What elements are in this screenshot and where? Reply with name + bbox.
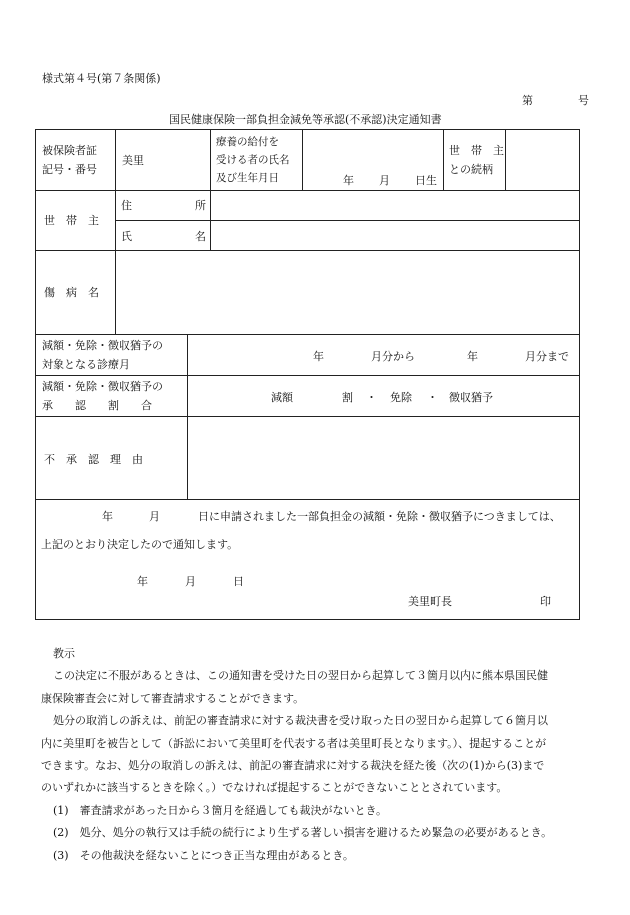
mayor-label: 美里町長	[408, 595, 452, 608]
date-month: 月	[185, 575, 196, 588]
period-from-month: 月分から	[371, 350, 415, 363]
approval-reduction: 減額	[271, 391, 293, 404]
relation-label: 世 帯 主 との続柄	[449, 144, 504, 176]
notes-p1-line2: 康保険審査会に対して審査請求することができます。	[41, 691, 305, 705]
injury-label: 傷 病 名	[44, 286, 99, 299]
birth-year: 年	[343, 174, 354, 187]
notice-text-line2: 上記のとおり決定したので通知します。	[41, 538, 239, 551]
date-day: 日	[233, 575, 244, 588]
household-head-label: 世 帯 主	[44, 214, 99, 227]
date-year: 年	[137, 575, 148, 588]
birth-day: 日生	[415, 174, 437, 187]
approval-wari: 割	[342, 391, 353, 404]
name-label-1: 氏	[121, 230, 132, 243]
notes-item-1: (1) 審査請求があった日から３箇月を経過しても裁決がないとき。	[53, 803, 388, 817]
approval-dot-1: ・	[366, 391, 377, 404]
insured-number-label: 被保険者証 記号・番号	[42, 144, 97, 176]
seal-mark: 印	[540, 595, 551, 608]
notes-item-3: (3) その他裁決を経ないことにつき正当な理由があるとき。	[53, 848, 354, 862]
notes-p1-line1: この決定に不服があるときは、この通知書を受けた日の翌日から起算して３箇月以内に熊本県国民健	[53, 669, 548, 683]
approval-deferral: 徴収猶予	[449, 391, 493, 404]
notes-heading: 教示	[53, 647, 75, 660]
rejection-label: 不 承 認 理 由	[44, 453, 143, 466]
approval-exemption: 免除	[390, 391, 412, 404]
period-to-month: 月分まで	[525, 350, 569, 363]
notice-text-line1: 日に申請されました一部負担金の減額・免除・徴収猶予につきましては、	[198, 510, 561, 523]
number-dai: 第	[522, 94, 533, 107]
notice-month: 月	[149, 510, 160, 523]
notice-year: 年	[102, 510, 113, 523]
address-label-1: 住	[121, 199, 132, 212]
address-label-2: 所	[195, 199, 206, 212]
approval-label: 減額・免除・徴収猶予の 承 認 割 合	[42, 380, 163, 412]
notes-p2-line3: できます。なお、処分の取消しの訴えは、前記の審査請求に対する裁決を経た後（次の(1)から(3)まで	[41, 759, 545, 773]
insured-number-value: 美里	[122, 154, 144, 167]
birth-month: 月	[379, 174, 390, 187]
period-label: 減額・免除・徴収猶予の 対象となる診療月	[42, 339, 163, 371]
notes-p2-line4: のいずれかに該当するときを除く。）でなければ提起することができないこととされています。	[41, 781, 508, 795]
recipient-label: 療養の給付を 受ける者の氏名 及び生年月日	[216, 136, 290, 184]
document-title: 国民健康保険一部負担金減免等承認(不承認)決定通知書	[169, 113, 442, 126]
period-from-year: 年	[313, 350, 324, 363]
instruction-notes	[41, 643, 552, 867]
notes-p2-line2: 内に美里町を被告として（訴訟において美里町を代表する者は美里町長となります。）、提起することが	[41, 736, 547, 750]
form-number: 様式第４号(第７条関係)	[42, 72, 161, 85]
name-label-2: 名	[195, 230, 206, 243]
period-to-year: 年	[467, 350, 478, 363]
notes-p2-line1: 処分の取消しの訴えは、前記の審査請求に対する裁決書を受け取った日の翌日から起算して６箇月以	[53, 714, 548, 728]
number-go: 号	[578, 94, 589, 107]
approval-dot-2: ・	[427, 391, 438, 404]
notes-item-2: (2) 処分、処分の執行又は手続の続行により生ずる著しい損害を避けるため緊急の必要があるとき。	[53, 826, 553, 840]
